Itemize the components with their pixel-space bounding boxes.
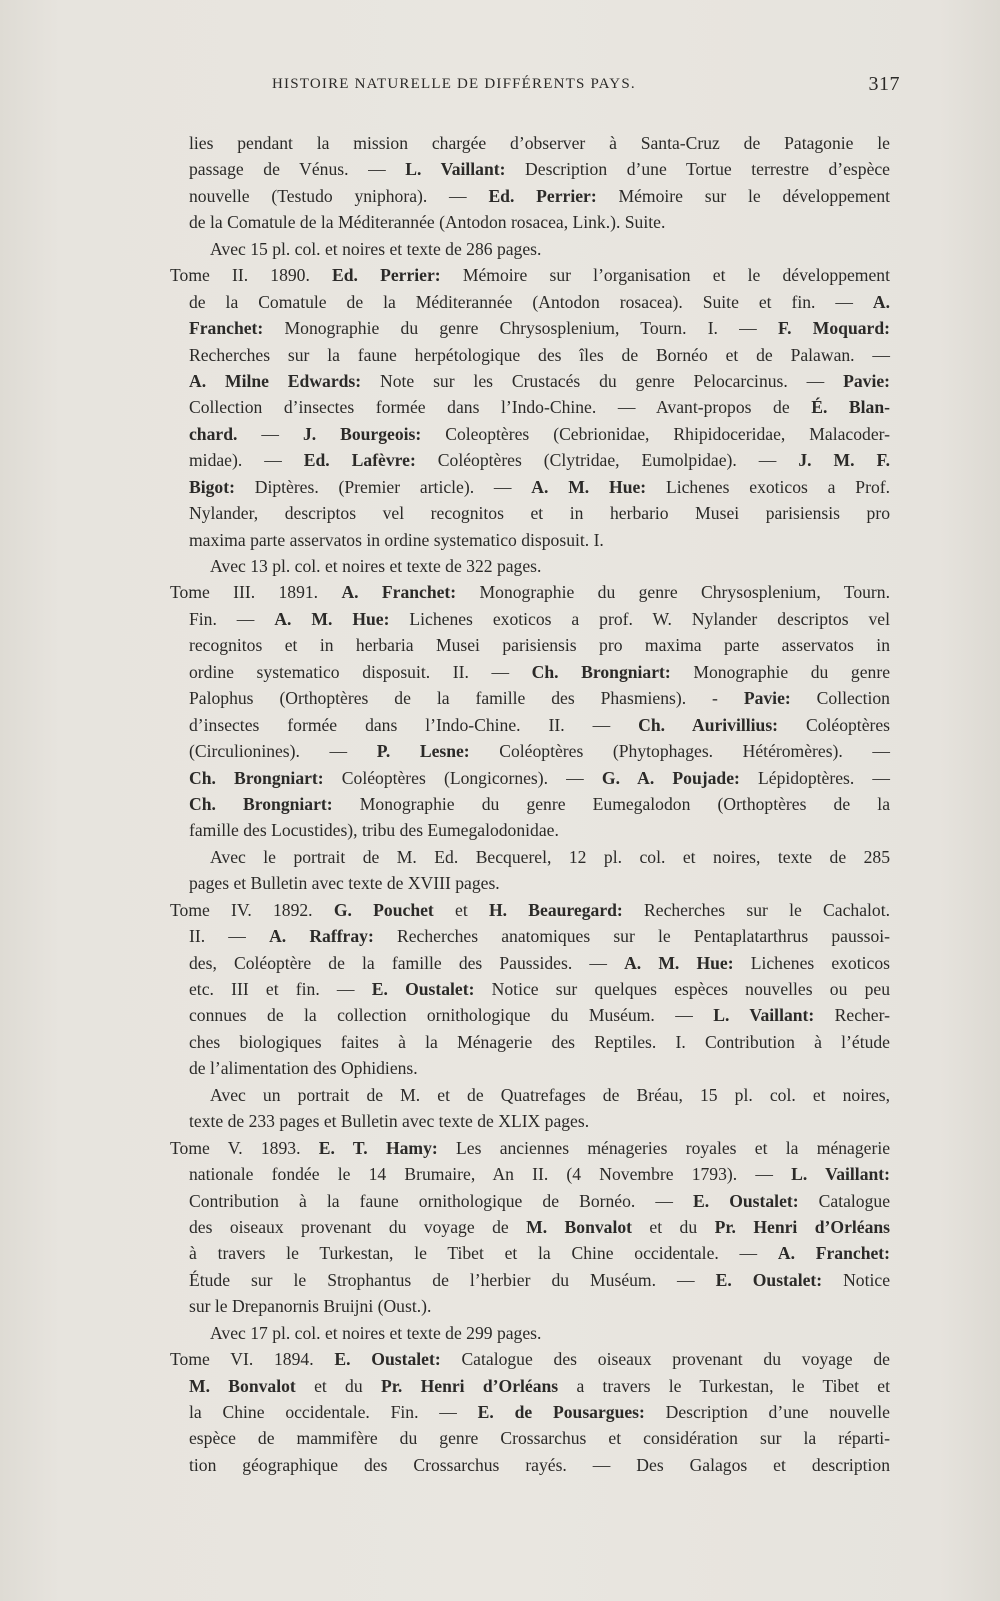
text-segment: Catalogue des oiseaux provenant du voyage de (440, 1349, 890, 1370)
text-line (170, 447, 890, 473)
text-segment: Avec 15 pl. col. et noires et texte de 286 pages. (210, 238, 542, 259)
text-line (170, 1161, 890, 1187)
text-segment: Avec 17 pl. col. et noires et texte de 299 pages. (210, 1322, 542, 1343)
text-line (170, 236, 890, 262)
text-segment: Coléoptères (Phytophages. Hétéromères). — (469, 741, 890, 762)
text-segment: ordine systematico disposuit. II. — (189, 661, 532, 682)
text-segment: nationale fondée le 14 Brumaire, An II. (4 Novembre 1793). — (189, 1164, 792, 1185)
text-line (170, 342, 890, 368)
author-name: Ch. Aurivillius: (638, 714, 779, 735)
text-segment: Description d’une nouvelle (644, 1402, 890, 1422)
text-segment: Lichenes exoticos a Prof. (646, 476, 890, 497)
text-line (170, 1452, 890, 1478)
text-segment: Recher- (814, 1005, 890, 1026)
text-line (170, 659, 890, 685)
text-segment: Monographie du genre (670, 661, 890, 682)
text-line (170, 976, 890, 1002)
author-name: E. Oustalet: (371, 979, 475, 999)
text-line (170, 1425, 890, 1451)
author-name: J. Bourgeois: (302, 423, 422, 444)
text-segment: Lépidoptères. — (739, 767, 891, 788)
text-segment: et du (295, 1375, 381, 1396)
text-line (170, 1240, 890, 1266)
author-name: A. Milne Edwards: (189, 370, 362, 391)
text-line (170, 474, 890, 500)
text-line (170, 1055, 890, 1081)
text-line (170, 870, 890, 896)
author-name: M. Bonvalot (526, 1216, 632, 1237)
author-name: A. M. Hue: (531, 476, 647, 497)
text-line (170, 130, 890, 156)
body-text (170, 130, 890, 1478)
text-segment: la Chine occidentale. Fin. — (189, 1402, 478, 1422)
text-segment: Lichenes exoticos (733, 952, 891, 973)
text-segment: des, Coléoptère de la famille des Paussides. — (189, 952, 625, 973)
text-line (170, 1320, 890, 1346)
text-segment: Notice (822, 1269, 891, 1290)
text-segment: et du (632, 1216, 715, 1237)
text-line (170, 1029, 890, 1055)
author-name: Ch. Brongniart: (531, 661, 671, 682)
text-segment: Mémoire sur l’organisation et le développement (440, 265, 890, 286)
text-line (170, 262, 890, 288)
text-segment: de la Comatule de la Méditerannée (Antodon rosacea, Link.). Suite. (189, 212, 666, 233)
text-segment: Avec un portrait de M. et de Quatrefages de Bréau, 15 pl. col. et noires, (210, 1084, 890, 1105)
author-name: Ch. Brongniart: (189, 767, 324, 788)
author-name: G. A. Poujade: (601, 767, 740, 788)
text-segment: recognitos et in herbaria Musei parisiensis pro maxima parte asservatos in (189, 635, 890, 656)
text-line (170, 368, 890, 394)
text-line (170, 685, 890, 711)
author-name: E. Oustalet: (715, 1269, 823, 1290)
text-segment: Palophus (Orthoptères de la famille des Phasmiens). - (189, 688, 744, 709)
text-segment: Recherches sur la faune herpétologique des îles de Bornéo et de Palawan. — (189, 344, 890, 365)
text-line (170, 712, 890, 738)
text-segment: de l’alimentation des Ophidiens. (189, 1058, 418, 1079)
text-segment: etc. III et fin. — (189, 979, 372, 999)
author-name: E. de Pousargues: (477, 1402, 645, 1422)
text-segment: Tome VI. 1894. (170, 1349, 335, 1370)
text-line (170, 632, 890, 658)
author-name: Ed. Lafèvre: (303, 450, 416, 471)
text-segment: sur le Drepanornis Bruijni (Oust.). (189, 1296, 432, 1317)
text-line (170, 579, 890, 605)
text-line (170, 1002, 890, 1028)
text-segment: Coléoptères (778, 714, 891, 735)
text-segment: Tome III. 1891. (170, 582, 342, 603)
text-line (170, 897, 890, 923)
text-segment: Description d’une Tortue terrestre d’espèce (505, 159, 890, 180)
text-segment: Avec le portrait de M. Ed. Becquerel, 12 pl. col. et noires, texte de 285 (210, 846, 890, 867)
text-line (170, 738, 890, 764)
text-segment: d’insectes formée dans l’Indo-Chine. II. — (189, 714, 639, 735)
text-segment: Note sur les Crustacés du genre Pelocarcinus. — (361, 370, 844, 391)
text-line (170, 209, 890, 235)
text-segment: a travers le Turkestan, le Tibet et (558, 1375, 891, 1396)
text-line (170, 1135, 890, 1161)
author-name: A. M. Hue: (624, 952, 734, 973)
running-head (272, 73, 900, 95)
author-name: Pr. Henri d’Orléans (714, 1216, 891, 1237)
text-line (170, 1082, 890, 1108)
author-name: É. Blan- (811, 397, 890, 418)
author-name: A. Franchet: (777, 1243, 891, 1264)
text-segment: Recherches sur le Cachalot. (622, 899, 890, 920)
text-segment: Tome IV. 1892. (170, 899, 334, 920)
author-name: Pr. Henri d’Orléans (380, 1375, 559, 1396)
text-segment: Étude sur le Strophantus de l’herbier du Muséum. — (189, 1269, 716, 1290)
text-line (170, 289, 890, 315)
text-line (170, 394, 890, 420)
text-segment: Coleoptères (Cebrionidae, Rhipidoceridae, Malacoder- (421, 423, 891, 444)
text-line (170, 1399, 890, 1425)
text-segment: II. — (189, 926, 270, 947)
text-line (170, 156, 890, 182)
author-name: G. Pouchet (333, 899, 434, 920)
text-segment: Tome V. 1893. (170, 1137, 319, 1158)
text-segment: nouvelle (Testudo yniphora). — (189, 185, 489, 206)
text-line (170, 1108, 890, 1134)
text-line (170, 1214, 890, 1240)
text-segment: Fin. — (189, 608, 275, 629)
author-name: F. Moquard: (778, 318, 890, 339)
author-name: E. Oustalet: (693, 1190, 799, 1211)
text-segment: Tome II. 1890. (170, 265, 333, 286)
author-name: Ed. Perrier: (488, 185, 597, 206)
text-segment: Notice sur quelques espèces nouvelles ou peu (474, 979, 890, 999)
text-segment: Coléoptères (Clytridae, Eumolpidae). — (415, 450, 799, 471)
text-segment: Contribution à la faune ornithologique de Bornéo. — (189, 1190, 694, 1211)
text-line (170, 500, 890, 526)
text-segment: (Circulionines). — (189, 741, 377, 762)
text-segment: de la Comatule de la Méditerannée (Antodon rosacea). Suite et fin. — (189, 291, 873, 312)
text-segment: Les anciennes ménageries royales et la ménagerie (437, 1137, 891, 1158)
text-line (170, 923, 890, 949)
text-line (170, 950, 890, 976)
author-name: M. Bonvalot (189, 1375, 296, 1396)
text-segment: Catalogue (798, 1190, 891, 1211)
text-segment: à travers le Turkestan, le Tibet et la Chine occidentale. — (189, 1243, 778, 1264)
text-segment: Recherches anatomiques sur le Pentaplatarthrus paussoi- (373, 926, 891, 947)
text-line (170, 1373, 890, 1399)
text-line (170, 844, 890, 870)
text-segment: famille des Locustides), tribu des Eumegalodonidae. (189, 820, 559, 841)
text-segment: Collection d’insectes formée dans l’Indo-Chine. — Avant-propos de (189, 397, 812, 418)
text-segment: Coléoptères (Longicornes). — (323, 767, 602, 788)
text-segment: lies pendant la mission chargée d’observer à Santa-Cruz de Patagonie le (189, 133, 890, 153)
text-segment: ches biologiques faites à la Ménagerie des Reptiles. I. Contribution à l’étude (189, 1031, 890, 1052)
text-segment: Monographie du genre Chrysosplenium, Tourn. I. — (263, 318, 779, 339)
text-segment: midae). — (189, 450, 304, 471)
author-name: chard. (189, 423, 238, 444)
author-name: Ed. Perrier: (332, 265, 441, 286)
text-segment: tion géographique des Crossarchus rayés. — Des Galagos et description (189, 1454, 890, 1475)
text-segment: — (237, 423, 303, 444)
author-name: Ch. Brongniart: (189, 793, 333, 814)
author-name: L. Vaillant: (791, 1164, 890, 1185)
text-line (170, 606, 890, 632)
text-line (170, 527, 890, 553)
text-line (170, 553, 890, 579)
author-name: L. Vaillant: (405, 159, 506, 180)
text-segment: Mémoire sur le développement (596, 185, 890, 206)
text-segment: Monographie du genre Eumegalodon (Orthoptères de la (332, 793, 891, 814)
text-line (170, 1188, 890, 1214)
author-name: A. (872, 291, 890, 312)
page-number: 317 (868, 73, 900, 95)
text-segment: pages et Bulletin avec texte de XVIII pages. (189, 873, 500, 894)
author-name: Bigot: (189, 476, 235, 497)
text-line (170, 765, 890, 791)
author-name: L. Vaillant: (713, 1005, 815, 1026)
author-name: E. Oustalet: (334, 1349, 441, 1370)
author-name: Pavie: (843, 370, 891, 391)
text-segment: Collection (790, 688, 890, 709)
author-name: A. Franchet: (341, 582, 457, 603)
text-segment: Diptères. (Premier article). — (234, 476, 532, 497)
author-name: E. T. Hamy: (318, 1137, 438, 1158)
author-name: Franchet: (189, 318, 264, 339)
author-name: A. M. Hue: (274, 608, 390, 629)
text-line (170, 315, 890, 341)
text-segment: et (433, 899, 489, 920)
text-segment: passage de Vénus. — (189, 159, 406, 180)
author-name: H. Beauregard: (488, 899, 623, 920)
text-segment: connues de la collection ornithologique du Muséum. — (189, 1005, 714, 1026)
text-segment: espèce de mammifère du genre Crossarchus et considération sur la réparti- (189, 1428, 890, 1449)
author-name: Pavie: (743, 688, 791, 709)
text-segment: maxima parte asservatos in ordine systematico disposuit. I. (189, 529, 604, 550)
running-title: HISTOIRE NATURELLE DE DIFFÉRENTS PAYS. (272, 76, 636, 92)
text-line (170, 1346, 890, 1372)
text-segment: Nylander, descriptos vel recognitos et in herbario Musei parisiensis pro (189, 503, 890, 524)
text-line (170, 421, 890, 447)
text-segment: Lichenes exoticos a prof. W. Nylander descriptos vel (389, 608, 890, 629)
text-segment: texte de 233 pages et Bulletin avec texte de XLIX pages. (189, 1111, 590, 1132)
text-line (170, 1267, 890, 1293)
text-line (170, 183, 890, 209)
author-name: J. M. F. (798, 450, 890, 471)
text-segment: Avec 13 pl. col. et noires et texte de 322 pages. (210, 556, 542, 576)
text-segment: des oiseaux provenant du voyage de (189, 1216, 527, 1237)
text-line (170, 817, 890, 843)
text-line (170, 1293, 890, 1319)
text-line (170, 791, 890, 817)
text-segment: Monographie du genre Chrysosplenium, Tourn. (456, 582, 890, 603)
author-name: A. Raffray: (269, 926, 374, 947)
author-name: P. Lesne: (376, 741, 470, 762)
